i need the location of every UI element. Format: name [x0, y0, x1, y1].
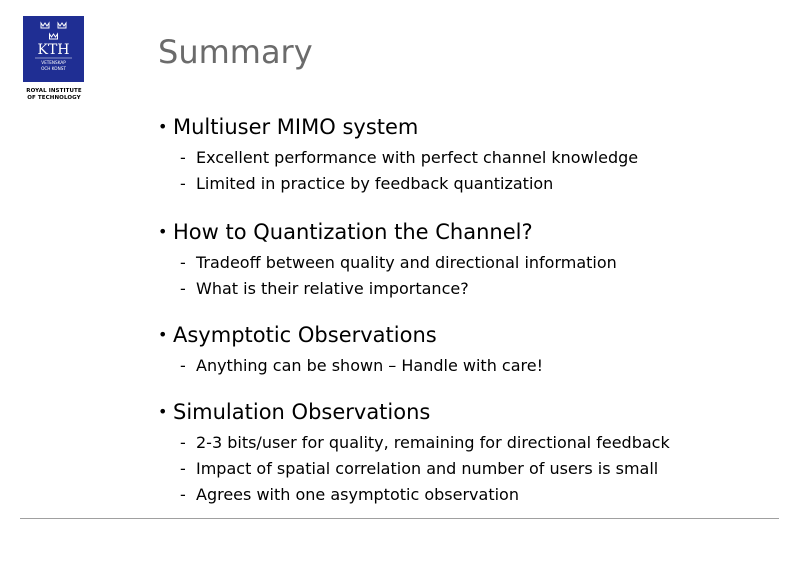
list-item: - What is their relative importance?	[180, 279, 469, 298]
bullet-icon: •	[158, 117, 168, 136]
kth-crest-icon	[23, 16, 84, 82]
dash-icon: -	[180, 433, 186, 452]
dash-icon: -	[180, 356, 186, 375]
list-item: - Excellent performance with perfect channel knowledge	[180, 148, 639, 167]
slide-title: Summary	[158, 33, 313, 71]
footer-divider	[20, 518, 779, 519]
kth-logo	[23, 16, 84, 82]
dash-icon: -	[180, 485, 186, 504]
logo-caption-line2: OF TECHNOLOGY	[27, 95, 81, 101]
list-item: - Tradeoff between quality and directional information	[180, 253, 617, 272]
section-heading: • Asymptotic Observations	[158, 323, 437, 347]
list-item: - Limited in practice by feedback quantization	[180, 174, 554, 193]
section-heading: • How to Quantization the Channel?	[158, 220, 533, 244]
logo-subtext-line2: OCH KONST	[41, 66, 66, 71]
logo-caption	[18, 88, 90, 102]
section-heading: • Multiuser MIMO system	[158, 115, 419, 139]
logo-subtext-line1: VETENSKAP	[41, 60, 66, 65]
logo-kth-text: KTH	[37, 42, 70, 58]
dash-icon: -	[180, 253, 186, 272]
dash-icon: -	[180, 148, 186, 167]
list-item: - Impact of spatial correlation and number of users is small	[180, 459, 659, 478]
list-item: - 2-3 bits/user for quality, remaining for directional feedback	[180, 433, 670, 452]
bullet-icon: •	[158, 325, 168, 344]
list-item: - Agrees with one asymptotic observation	[180, 485, 519, 504]
dash-icon: -	[180, 459, 186, 478]
bullet-icon: •	[158, 402, 168, 421]
logo-caption-line1: ROYAL INSTITUTE	[26, 88, 82, 94]
dash-icon: -	[180, 279, 186, 298]
dash-icon: -	[180, 174, 186, 193]
section-heading: • Simulation Observations	[158, 400, 431, 424]
bullet-icon: •	[158, 222, 168, 241]
list-item: - Anything can be shown – Handle with care!	[180, 356, 543, 375]
